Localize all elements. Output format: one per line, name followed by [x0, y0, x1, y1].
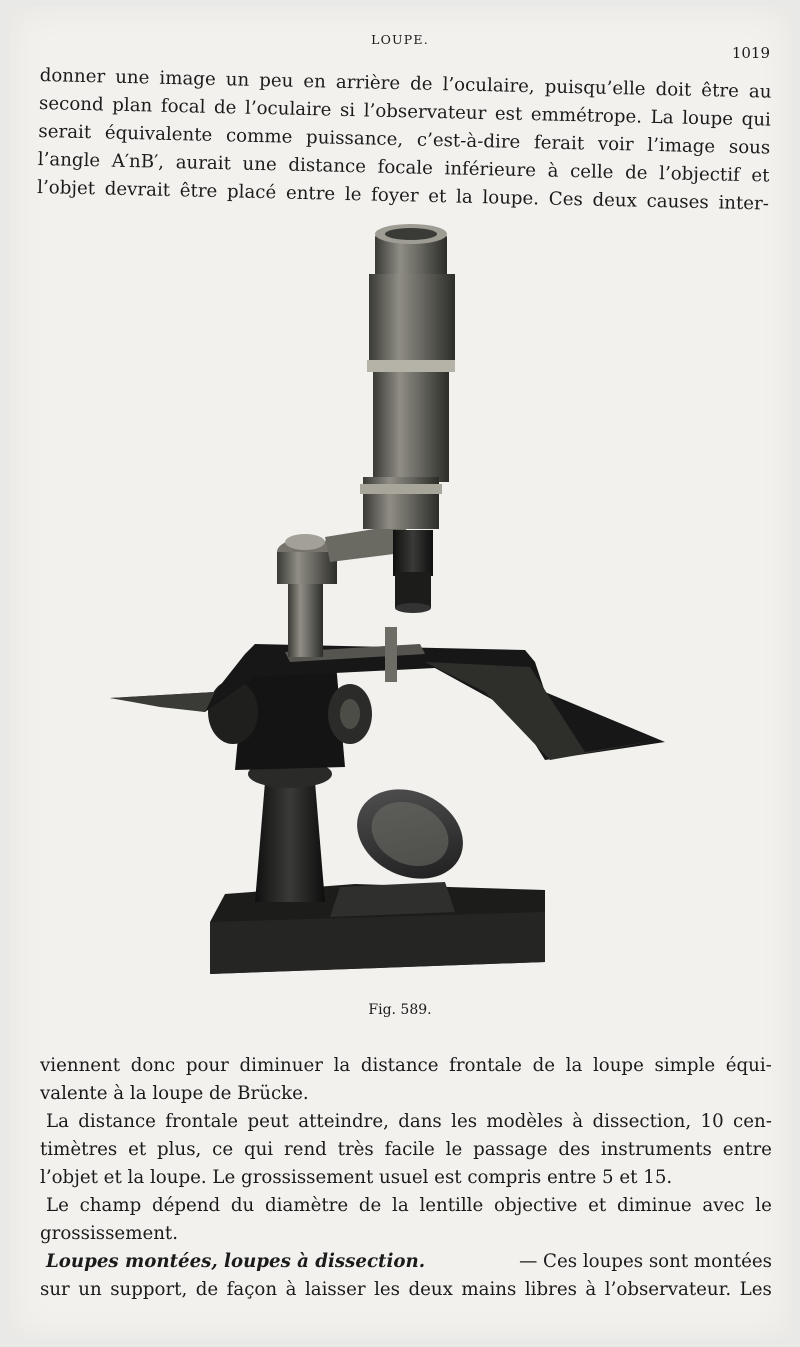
- section-heading: Loupes montées, loupes à dissection.: [46, 1251, 426, 1272]
- top-paragraph: [37, 62, 772, 219]
- figure-caption: Fig. 589.: [368, 1002, 432, 1018]
- page-number: 1019: [731, 44, 770, 62]
- text-line: grossissement.: [40, 1223, 179, 1244]
- microscope-illustration: [105, 222, 675, 992]
- text-line: timètres et plus, ce qui rend très facile le passage des instruments entre: [40, 1139, 772, 1160]
- text-line-rest: — Ces loupes sont montées: [513, 1251, 772, 1272]
- text-line: viennent donc pour diminuer la distance frontale de la loupe simple équi-: [40, 1055, 772, 1076]
- text-line: Le champ dépend du diamètre de la lentille objective et diminue avec le: [46, 1195, 772, 1216]
- text-line: l’objet devrait être placé entre le foyer et la loupe. Ces deux causes inter-: [36, 176, 770, 215]
- text-line: serait équivalente comme puissance, c’est-à-dire ferait voir l’image sous: [38, 120, 771, 159]
- text-line: second plan focal de l’oculaire si l’observateur est emmétrope. La loupe qui: [38, 92, 772, 131]
- mirror-icon: [342, 773, 477, 896]
- text-line: La distance frontale peut atteindre, dans les modèles à dissection, 10 cen-: [46, 1111, 772, 1132]
- bottom-text: [40, 1052, 772, 1304]
- text-line: sur un support, de façon à laisser les deux mains libres à l’observateur. Les: [40, 1279, 772, 1300]
- text-line: donner une image un peu en arrière de l’oculaire, puisqu’elle doit être au: [39, 64, 772, 103]
- running-title: LOUPE.: [371, 32, 429, 47]
- text-line: l’angle A′nB′, aurait une distance focale inférieure à celle de l’objectif et: [37, 148, 770, 187]
- text-line: [40, 1248, 772, 1276]
- text-line: valente à la loupe de Brücke.: [40, 1083, 309, 1104]
- text-line: l’objet et la loupe. Le grossissement usuel est compris entre 5 et 15.: [40, 1167, 673, 1188]
